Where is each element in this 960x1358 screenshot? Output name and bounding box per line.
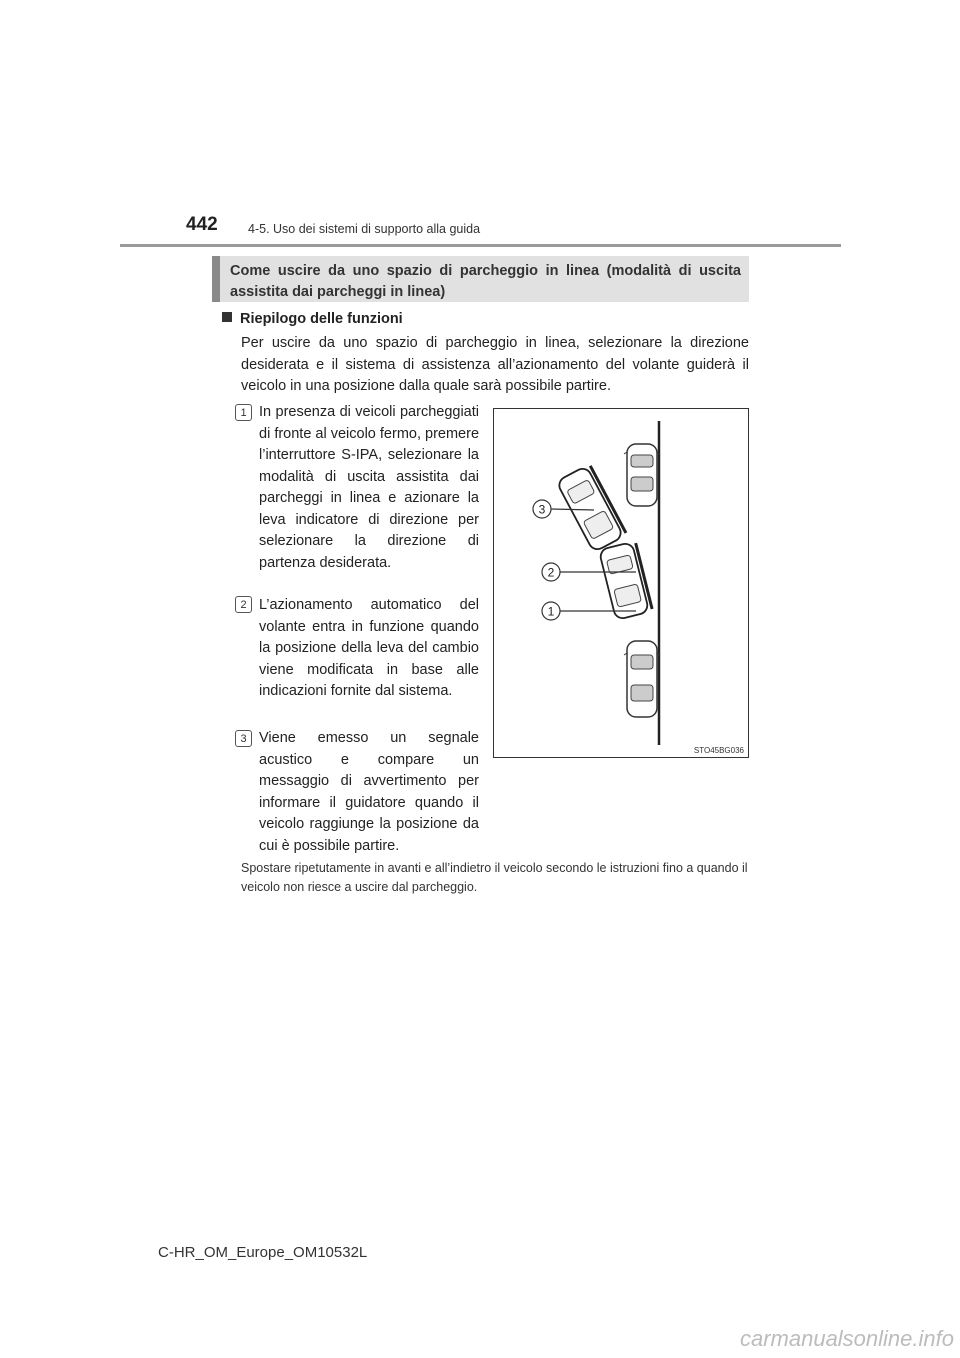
step-1-text: In presenza di veicoli parcheggiati di fronte al veicolo fermo, premere l’interruttore S-IPA, selezionare la modalità di uscita assistita dai parcheggi in linea e azionare la leva indicatore di direzione per selezionare la direzione di partenza desiderata. — [259, 404, 480, 571]
square-bullet-icon — [222, 312, 232, 322]
section-heading-box — [212, 256, 749, 302]
step-2-text: L’azionamento automatico del volante entra in funzione quando la posizione della leva del cambio viene modificata in base alle indicazioni fornite dal sistema. — [259, 597, 479, 699]
site-watermark: carmanualsonline.info — [739, 1326, 954, 1351]
sub-heading — [222, 311, 403, 327]
intro-paragraph: Per uscire da uno spazio di parcheggio in linea, selezionare la direzione desiderata e il sistema di assistenza all’azionamento del volante guiderà il veicolo in una posizione dalla quale sarà possibile partire. — [241, 335, 749, 394]
image-code: STO45BG036 — [693, 746, 744, 755]
step-1-number: 1 — [235, 404, 252, 421]
step-2-number: 2 — [235, 596, 252, 613]
parking-diagram — [494, 409, 750, 759]
page-number: 442 — [186, 214, 218, 235]
vehicle-exit-icon — [556, 463, 628, 552]
vehicle-start-icon — [599, 541, 654, 620]
parked-car-top-icon — [624, 444, 660, 506]
callout-1-label: 1 — [547, 604, 555, 619]
note-paragraph: Spostare ripetutamente in avanti e all’indietro il veicolo secondo le istruzioni fino a quando il veicolo non riesce a uscire dal parcheggio. — [241, 861, 748, 894]
document-footer: C-HR_OM_Europe_OM10532L — [158, 1244, 368, 1261]
callout-3-label: 3 — [538, 502, 546, 517]
callout-2-label: 2 — [547, 565, 555, 580]
section-heading-text: Come uscire da uno spazio di parcheggio in linea (modalità di uscita assistita dai parcheggi in linea) — [230, 263, 741, 300]
header-rule — [120, 244, 841, 247]
parking-exit-illustration — [493, 408, 749, 758]
sub-heading-text: Riepilogo delle funzioni — [240, 311, 403, 327]
section-title: 4-5. Uso dei sistemi di supporto alla guida — [248, 222, 481, 236]
parked-car-bottom-icon — [624, 641, 660, 717]
step-3-text: Viene emesso un segnale acustico e compare un messaggio di avvertimento per informare il guidatore quando il veicolo raggiunge la posizione da cui è possibile partire. — [259, 730, 479, 854]
step-3-number: 3 — [235, 730, 252, 747]
